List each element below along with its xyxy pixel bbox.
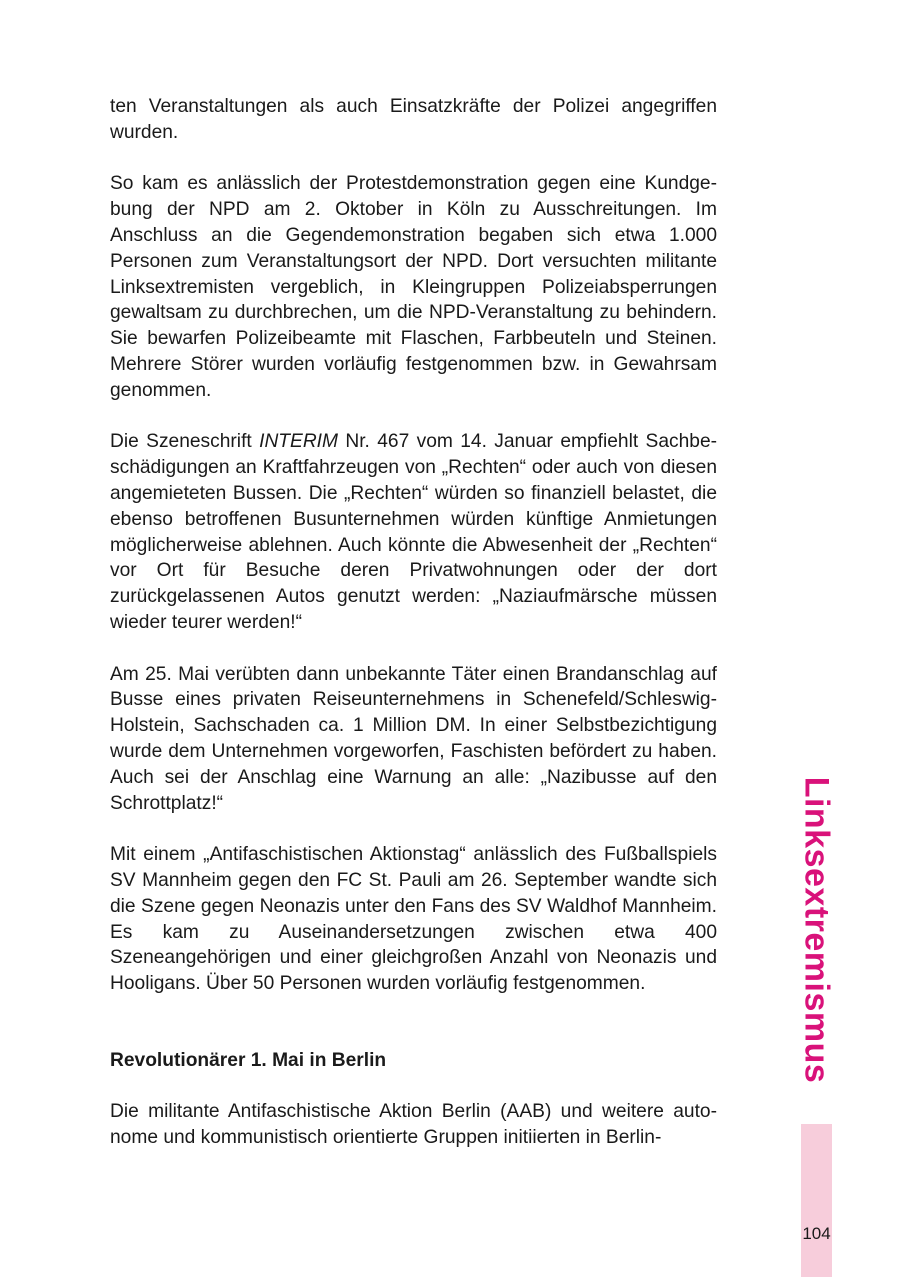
paragraph: Mit einem „Antifaschistischen Aktionstag“ anlässlich des Fußballspiels SV Mannheim gegen den FC St. Pauli am 26. September wandte sich die Szene gegen Neonazis unter den Fans des SV Waldhof Mannheim. Es kam zu Auseinandersetzungen zwischen etwa 400 Szeneangehörigen und einer gleichgroßen Anzahl von Neonazis und Hooligans. Über 50 Personen wurden vorläufig festgenommen. xyxy=(110,844,717,995)
chapter-label: Linksextremismus xyxy=(797,776,836,1084)
page-number: 104 xyxy=(802,1224,831,1243)
paragraph: ten Veranstaltungen als auch Einsatzkräfte der Polizei angegriffen wurden. xyxy=(110,96,717,143)
paragraph-text: Die Szeneschrift xyxy=(110,431,260,453)
section-heading: Revolutionärer 1. Mai in Berlin xyxy=(110,1049,387,1071)
chapter-side-tab xyxy=(797,776,836,1084)
publication-title: INTERIM xyxy=(259,431,338,453)
paragraph-text: Nr. 467 vom 14. Januar empfiehlt Sachbeschädigungen an Kraftfahrzeugen von „Rechten“ oder auch von diesen angemieteten Bussen. Die „Rechten“ würden so finanziell belastet, die ebenso betroffenen Busunternehmen würden künftige Anmietungen möglicherweise ablehnen. Auch könnte die Abwesenheit der „Rechten“ vor Ort für Besuche deren Privatwohnungen oder der dort zurückgelassenen Autos genutzt werden: „Naziaufmärsche müssen wieder teurer werden!“ xyxy=(110,431,718,633)
body-text xyxy=(110,94,717,1151)
paragraph: So kam es anlässlich der Protestdemonstration gegen eine Kundgebung der NPD am 2. Oktober in Köln zu Ausschreitungen. Im Anschluss an die Gegendemonstration begaben sich etwa 1.000 Personen zum Veranstaltungsort der NPD. Dort versuchten militante Linksextremisten vergeblich, in Kleingruppen Polizeiabsperrungen gewaltsam zu durchbrechen, um die NPD-Veranstaltung zu behindern. Sie bewarfen Polizeibeamte mit Flaschen, Farbbeuteln und Steinen. Mehrere Störer wurden vorläufig festgenommen bzw. in Gewahrsam genommen. xyxy=(110,173,717,401)
paragraph: Die militante Antifaschistische Aktion Berlin (AAB) und weitere autonome und kommunistisch orientierte Gruppen initiierten in Berlin- xyxy=(110,1101,717,1149)
page-number-tab xyxy=(801,1124,832,1277)
paragraph: Am 25. Mai verübten dann unbekannte Täter einen Brandanschlag auf Busse eines privaten Reiseunternehmens in Schenefeld/Schleswig-Holstein, Sachschaden ca. 1 Million DM. In einer Selbstbezichtigung wurde dem Unternehmen vorgeworfen, Faschisten befördert zu haben. Auch sei der Anschlag eine Warnung an alle: „Nazibusse auf den Schrottplatz!“ xyxy=(110,663,717,814)
paragraph xyxy=(110,429,717,635)
